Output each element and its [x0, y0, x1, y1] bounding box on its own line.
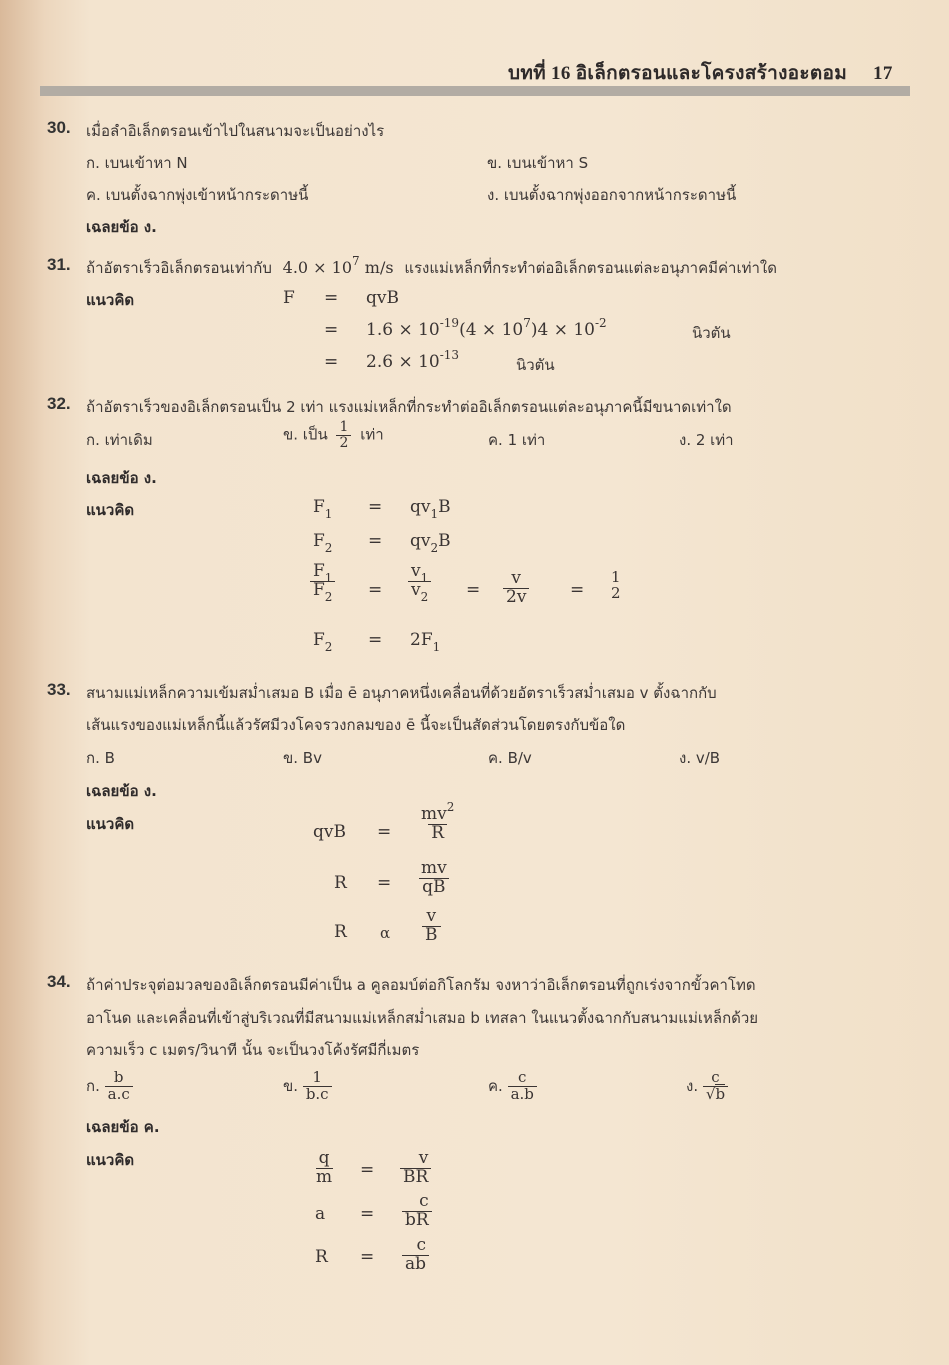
- q33-line1: สนามแม่เหล็กความเข้มสม่ำเสมอ B เมื่อ ē อนุภาคหนึ่งเคลื่อนที่ด้วยอัตราเร็วสม่ำเสมอ v ตั้งฉากกับ: [86, 684, 717, 702]
- q32-eq2-lhs: $F_2$: [313, 531, 333, 555]
- q30-choice-d: ง. เบนตั้งฉากพุ่งออกจากหน้ากระดาษนี้: [487, 186, 737, 204]
- q32-eq4-sign: =: [368, 630, 383, 650]
- q33-answer: เฉลยข้อ ง.: [86, 782, 157, 800]
- q33-eq3-rhs: $\frac{v}{B}$: [422, 908, 441, 945]
- q32-solution-label: แนวคิด: [86, 501, 135, 519]
- q34-eq1-sign: =: [360, 1160, 375, 1180]
- q33-choice-c: ค. B/v: [488, 749, 532, 767]
- q30-choice-b: ข. เบนเข้าหา S: [487, 154, 589, 172]
- q34-eq3-sign: =: [360, 1247, 375, 1267]
- q31-eq1-rhs: qvB: [366, 288, 399, 308]
- q34-line3: ความเร็ว c เมตร/วินาที นั้น จะเป็นวงโค้งรัศมีกี่เมตร: [86, 1041, 420, 1059]
- q32-text: ถ้าอัตราเร็วของอิเล็กตรอนเป็น 2 เท่า แรงแม่เหล็กที่กระทำต่ออิเล็กตรอนแต่ละอนุภาคนี้มีขนาดเท่าใด: [86, 398, 732, 416]
- q34-choice-c: ค. $\frac{c}{a.b}$: [488, 1070, 537, 1103]
- q33-eq2-sign: =: [377, 873, 392, 893]
- q33-eq1-sign: =: [377, 822, 392, 842]
- q32-eq4-lhs: $F_2$: [313, 630, 333, 654]
- q30-answer: เฉลยข้อ ง.: [86, 218, 157, 236]
- q34-choice-a: ก. $\frac{b}{a.c}$: [86, 1070, 133, 1103]
- q34-eq3-rhs: $\frac{c}{ab}$: [402, 1237, 429, 1274]
- q33-eq2-lhs: R: [334, 873, 347, 893]
- q32-eq1-sign: =: [368, 497, 383, 517]
- q32-eq3-sign3: =: [570, 580, 585, 600]
- q30-choice-a: ก. เบนเข้าหา N: [86, 154, 188, 172]
- q34-answer: เฉลยข้อ ค.: [86, 1118, 160, 1136]
- q31-eq1-lhs: F: [283, 288, 295, 308]
- q33-eq3-proportional: α: [380, 924, 391, 942]
- q31-eq2-sign: =: [324, 320, 339, 340]
- q32-choice-b: ข. เป็น $\frac{1}{2}$ เท่า: [283, 419, 384, 451]
- q33-choice-b: ข. Bv: [283, 749, 322, 767]
- q30-text: เมื่อลำอิเล็กตรอนเข้าไปในสนามจะเป็นอย่างไร: [86, 122, 385, 140]
- q34-eq1-rhs: $\frac{v}{BR}$: [400, 1150, 431, 1187]
- q33-eq1-lhs: qvB: [313, 822, 346, 842]
- q34-line2: อาโนด และเคลื่อนที่เข้าสู่บริเวณที่มีสนามแม่เหล็กสม่ำเสมอ b เทสลา ในแนวตั้งฉากกับสนามแม่เหล็กด้วย: [86, 1009, 759, 1027]
- q34-choice-d: ง. $\frac{c}{√b}$: [686, 1070, 728, 1103]
- q32-eq3-lhs: $\frac{F_1}{F_2}$: [310, 563, 335, 606]
- q34-eq2-rhs: $\frac{c}{bR}$: [402, 1193, 432, 1230]
- q32-eq3-sign2: =: [466, 580, 481, 600]
- q32-answer: เฉลยข้อ ง.: [86, 469, 157, 487]
- q34-eq2-sign: =: [360, 1204, 375, 1224]
- q33-solution-label: แนวคิด: [86, 815, 135, 833]
- q34-number: 34.: [47, 972, 71, 991]
- q31-speed: $4.0 \times 10^7$ m/s: [282, 254, 394, 277]
- q34-choice-b: ข. $\frac{1}{b.c}$: [283, 1070, 332, 1103]
- q32-choice-d: ง. 2 เท่า: [679, 431, 734, 449]
- q31-eq3-unit: นิวตัน: [516, 356, 555, 374]
- q31-eq2-unit: นิวตัน: [692, 324, 731, 342]
- q31-eq1-sign: =: [324, 288, 339, 308]
- q31-eq3-rhs: $2.6 \times 10^{-13}$: [366, 348, 460, 372]
- page-number: 17: [873, 63, 893, 84]
- q33-eq2-rhs: $\frac{mv}{qB}$: [421, 858, 447, 897]
- q32-eq2-sign: =: [368, 531, 383, 551]
- q32-choice-c: ค. 1 เท่า: [488, 431, 546, 449]
- q33-line2: เส้นแรงของแม่เหล็กนี้แล้วรัศมีวงโคจรวงกลมของ ē นี้จะเป็นสัดส่วนโดยตรงกับข้อใด: [86, 716, 626, 734]
- q31-eq2-rhs: $1.6 \times 10^{-19}(4 \times 10^7)4 \times 10^{-2}$: [366, 316, 607, 340]
- q32-eq3-mid: $\frac{v_1}{v_2}$: [408, 563, 431, 606]
- q32-eq2-rhs: $qv_2B$: [410, 531, 451, 555]
- q32-eq4-rhs: $2F_1$: [410, 630, 441, 654]
- q31-eq3-sign: =: [324, 352, 339, 372]
- q31-solution-label: แนวคิด: [86, 291, 135, 309]
- q33-choice-a: ก. B: [86, 749, 115, 767]
- q34-eq3-lhs: R: [315, 1247, 328, 1267]
- q34-eq2-lhs: a: [315, 1204, 326, 1224]
- q33-number: 33.: [47, 680, 71, 699]
- chapter-title: บทที่ 16 อิเล็กตรอนและโครงสร้างอะตอม: [508, 63, 848, 84]
- q34-eq1-lhs: $\frac{q}{m}$: [316, 1148, 333, 1187]
- q34-solution-label: แนวคิด: [86, 1151, 135, 1169]
- q32-eq3-ratio: $\frac{v}{2v}$: [503, 570, 529, 607]
- q31-text: ถ้าอัตราเร็วอิเล็กตรอนเท่ากับ $4.0 \times 10^7$ m/s แรงแม่เหล็กที่กระทำต่ออิเล็กตรอนแต่ละอนุภาคมีค่าเท่าใด: [86, 254, 777, 277]
- q32-eq1-rhs: $qv_1B$: [410, 497, 451, 521]
- q32-choice-a: ก. เท่าเดิม: [86, 431, 153, 449]
- page-header: [508, 58, 893, 88]
- q33-choice-d: ง. v/B: [679, 749, 721, 767]
- q31-number: 31.: [47, 255, 71, 274]
- q33-eq1-rhs: $\frac{mv^2}{R}$: [421, 800, 455, 843]
- q32-number: 32.: [47, 394, 71, 413]
- header-rule: [40, 86, 910, 96]
- q30-number: 30.: [47, 118, 71, 137]
- q30-choice-c: ค. เบนตั้งฉากพุ่งเข้าหน้ากระดาษนี้: [86, 186, 309, 204]
- q33-eq3-lhs: R: [334, 922, 347, 942]
- q32-eq3-sign1: =: [368, 580, 383, 600]
- q32-eq1-lhs: $F_1$: [313, 497, 333, 521]
- q32-eq3-result: 1 2: [611, 568, 621, 602]
- q34-line1: ถ้าค่าประจุต่อมวลของอิเล็กตรอนมีค่าเป็น a คูลอมบ์ต่อกิโลกรัม จงหาว่าอิเล็กตรอนที่ถูกเร่งจากขั้วคาโทด: [86, 976, 756, 994]
